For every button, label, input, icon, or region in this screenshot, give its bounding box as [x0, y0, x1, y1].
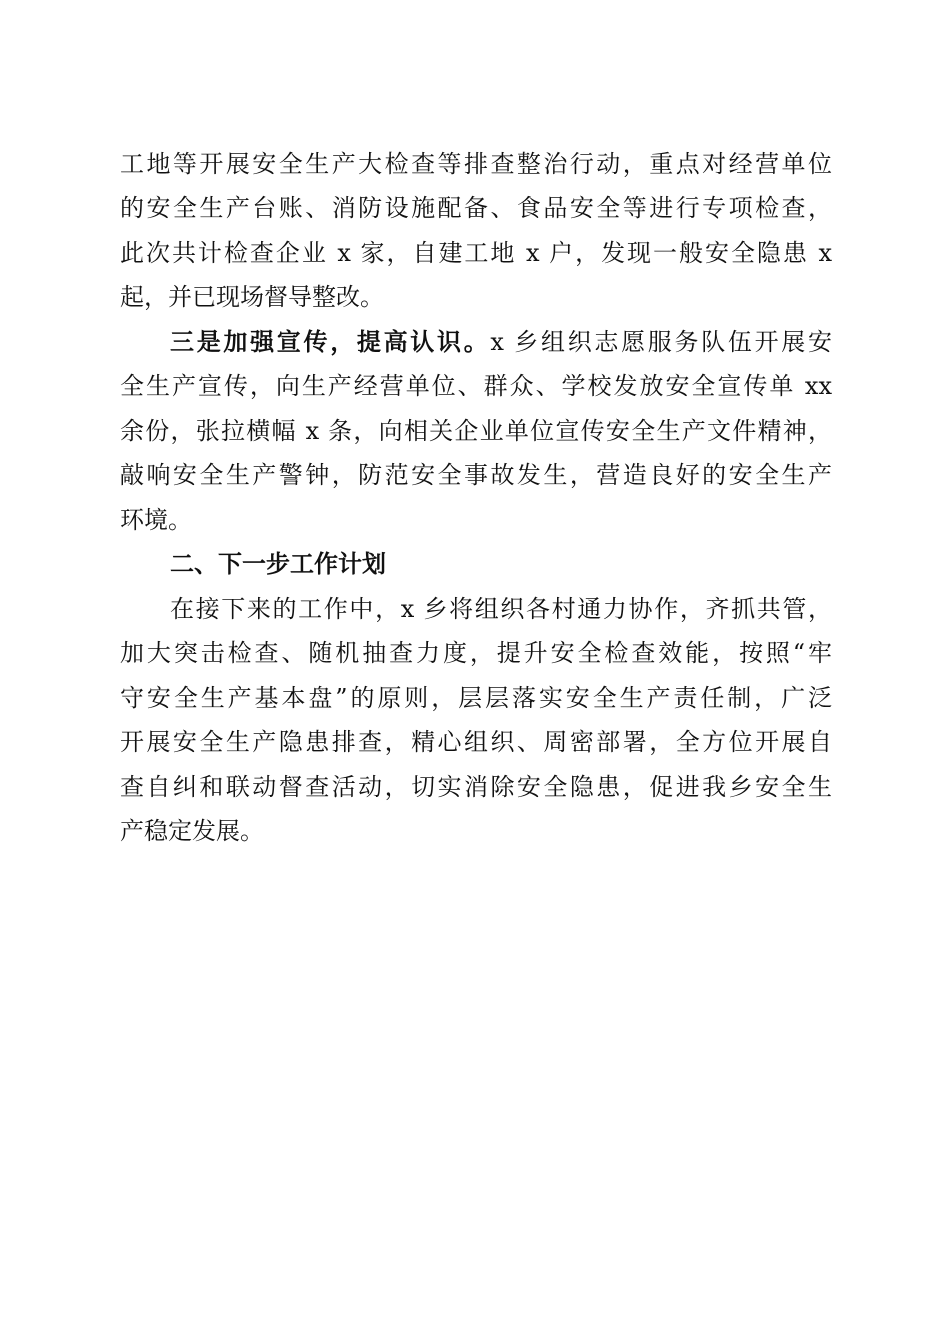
paragraph2-line-3: 余份，张拉横幅 x 条，向相关企业单位宣传安全生产文件精神，	[120, 417, 832, 445]
paragraph2-line-2: 全生产宣传，向生产经营单位、群众、学校发放安全宣传单 xx	[120, 372, 832, 400]
paragraph2-line-4: 敲响安全生产警钟，防范安全事故发生，营造良好的安全生产	[120, 461, 832, 489]
paragraph1-line-2: 的安全生产台账、消防设施配备、食品安全等进行专项检查，	[120, 194, 832, 222]
paragraph3-line-4: 开展安全生产隐患排查，精心组织、周密部署，全方位开展自	[120, 728, 832, 756]
section-heading: 二、下一步工作计划	[170, 550, 386, 578]
paragraph3-line-3: 守安全生产基本盘”的原则，层层落实安全生产责任制，广泛	[120, 684, 832, 712]
paragraph2-line-1	[170, 322, 832, 362]
paragraph3-line-2: 加大突击检查、随机抽查力度，提升安全检查效能，按照“牢	[120, 639, 832, 667]
paragraph1-line-3: 此次共计检查企业 x 家，自建工地 x 户，发现一般安全隐患 x	[120, 239, 832, 267]
paragraph2-line-5: 环境。	[120, 506, 192, 534]
paragraph2-line-1-rest: x 乡组织志愿服务队伍开展安	[490, 328, 832, 356]
paragraph3-line-6: 产稳定发展。	[120, 817, 264, 845]
paragraph1-line-4: 起，并已现场督导整改。	[120, 283, 384, 311]
paragraph2-lead: 三是加强宣传，提高认识。	[170, 327, 491, 356]
paragraph3-line-5: 查自纠和联动督查活动，切实消除安全隐患，促进我乡安全生	[120, 773, 832, 801]
paragraph3-line-1: 在接下来的工作中，x 乡将组织各村通力协作，齐抓共管，	[170, 595, 832, 623]
paragraph1-line-1: 工地等开展安全生产大检查等排查整治行动，重点对经营单位	[120, 150, 832, 178]
